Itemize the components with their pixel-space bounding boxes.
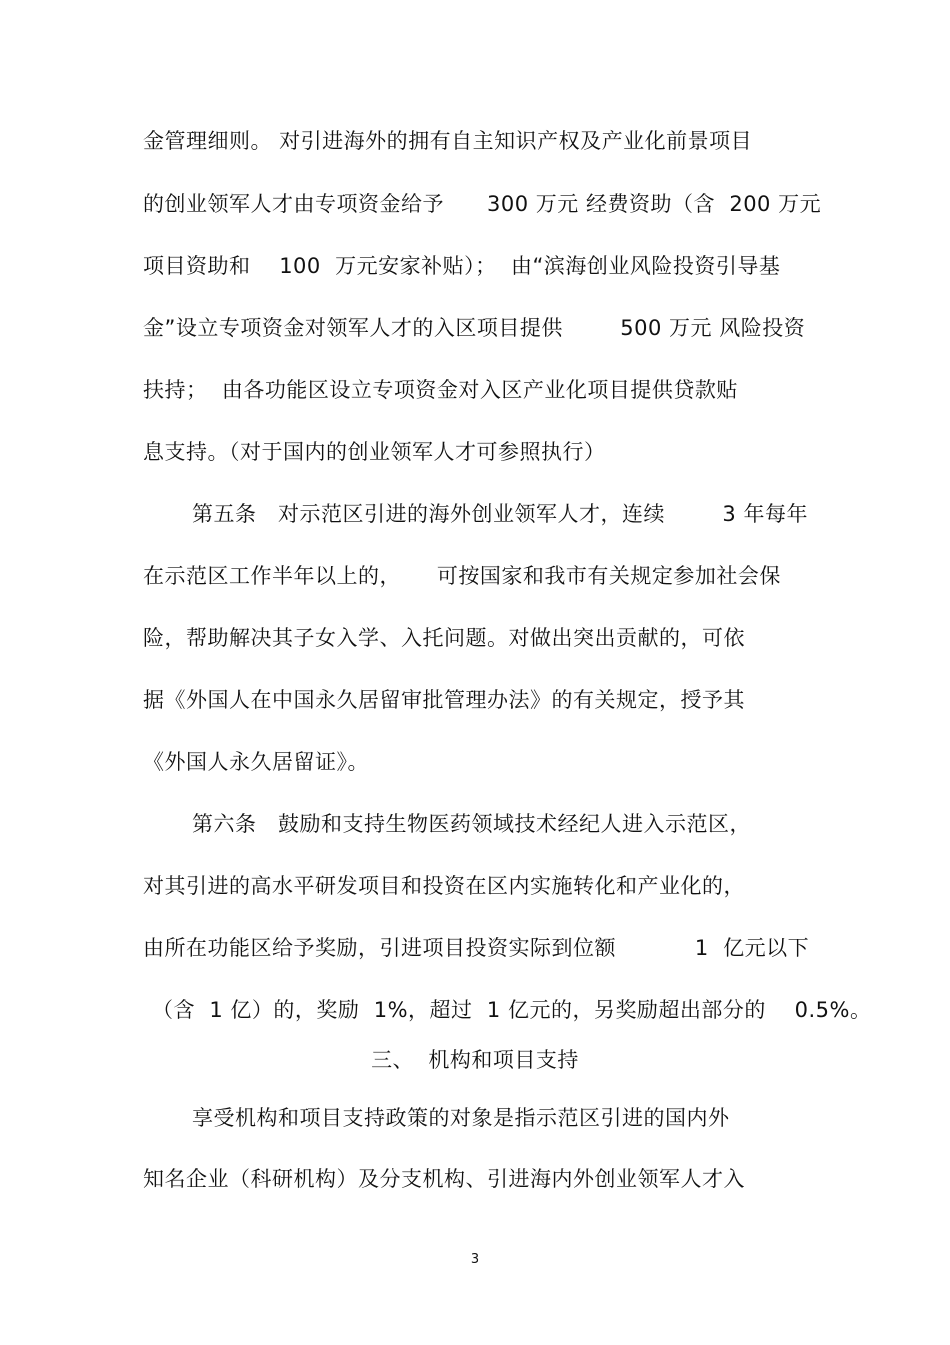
text-line-14: 由所在功能区给予奖励，引进项目投资实际到位额 1 亿元以下 [143, 936, 810, 960]
text-line-4: 金”设立专项资金对领军人才的入区项目提供 500 万元 风险投资 [143, 316, 806, 340]
article-5-start: 第五条 对示范区引进的海外创业领军人才，连续 3 年每年 [192, 502, 808, 526]
page-number: 3 [470, 1252, 480, 1267]
text-line-10: 据《外国人在中国永久居留审批管理办法》的有关规定，授予其 [143, 688, 745, 712]
section-heading: 三、 机构和项目支持 [371, 1048, 579, 1072]
text-line-5: 扶持； 由各功能区设立专项资金对入区产业化项目提供贷款贴 [143, 378, 738, 402]
text-line-6: 息支持。（对于国内的创业领军人才可参照执行） [143, 440, 606, 464]
text-line-3: 项目资助和 100 万元安家补贴）； 由“滨海创业风险投资引导基 [143, 254, 781, 278]
text-line-11: 《外国人永久居留证》。 [143, 750, 369, 774]
text-line-18: 知名企业（科研机构）及分支机构、引进海内外创业领军人才入 [143, 1167, 745, 1191]
text-line-1: 金管理细则。 对引进海外的拥有自主知识产权及产业化前景项目 [143, 129, 753, 153]
article-6-start: 第六条 鼓励和支持生物医药领域技术经纪人进入示范区， [192, 812, 752, 836]
section-paragraph-start: 享受机构和项目支持政策的对象是指示范区引进的国内外 [192, 1106, 730, 1130]
text-line-9: 险，帮助解决其子女入学、入托问题。对做出突出贡献的，可依 [143, 626, 745, 650]
text-line-15: （含 1 亿）的，奖励 1%，超过 1 亿元的，另奖励超出部分的 0.5%。 [152, 998, 872, 1022]
text-line-8: 在示范区工作半年以上的， 可按国家和我市有关规定参加社会保 [143, 564, 781, 588]
text-line-2: 的创业领军人才由专项资金给予 300 万元 经费资助（含 200 万元 [143, 192, 822, 216]
text-line-13: 对其引进的高水平研发项目和投资在区内实施转化和产业化的， [143, 874, 745, 898]
